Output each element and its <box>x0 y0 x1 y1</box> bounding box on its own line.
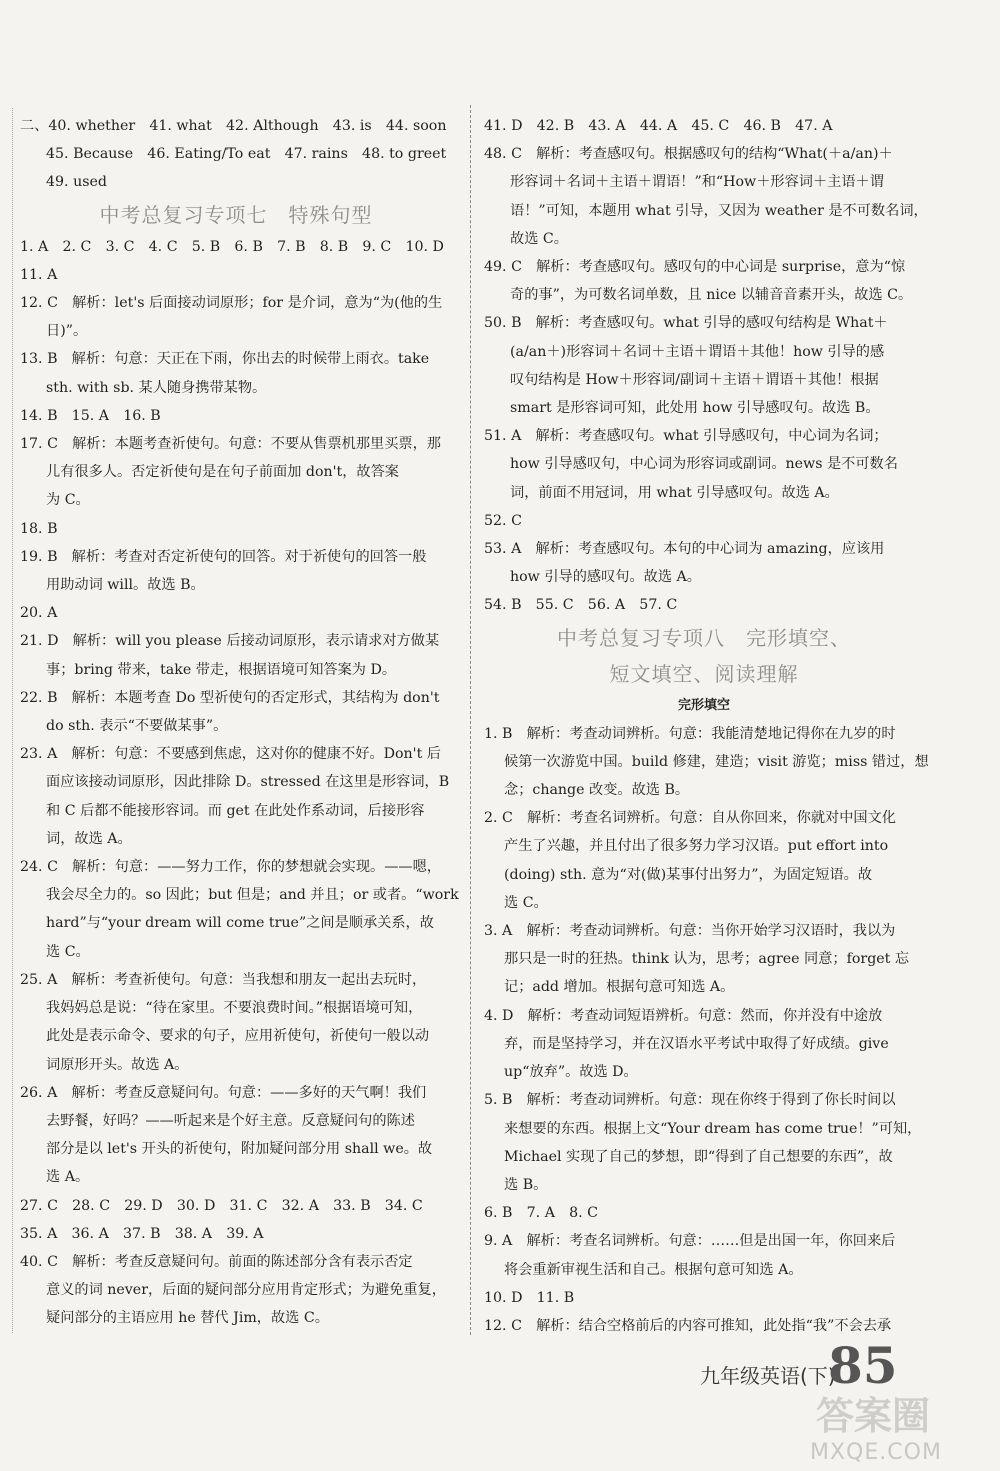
answer-line: 52. C <box>484 512 522 529</box>
answer-line: 选 C。 <box>504 894 548 911</box>
answer-line: hard”与“your dream will come true”之间是顺承关系，故 <box>46 915 434 932</box>
subsection-title: 完形填空 <box>677 697 730 713</box>
answer-line: 选 A。 <box>46 1169 90 1186</box>
answer-line: 我妈妈总是说：“待在家里。不要浪费时间。”根据语境可知， <box>46 1000 423 1017</box>
answer-line: 将会重新审视生活和自己。根据句意可知选 A。 <box>504 1261 803 1278</box>
answer-line: 故选 C。 <box>510 230 568 247</box>
answer-line: 24. C 解析：句意：——努力工作，你的梦想就会实现。——嗯， <box>20 859 441 876</box>
answer-line: 候第一次游览中国。build 修建，建造；visit 游览；miss 错过，想 <box>504 753 929 770</box>
answer-line: 51. A 解析：考查感叹句。what 引导感叹句，中心词为名词； <box>484 428 888 445</box>
answer-line: 儿有很多人。否定祈使句是在句子前面加 don't，故答案 <box>46 464 399 481</box>
answer-line: 12. C 解析：let's 后面接动词原形；for 是介词，意为“为(他的生 <box>20 295 443 312</box>
answer-line: (a/an＋)形容词＋名词＋主语＋谓语＋其他！how 引导的感 <box>510 343 885 360</box>
answer-line: 45. Because 46. Eating/To eat 47. rains 48. to greet <box>46 146 447 163</box>
answer-line: 叹句结构是 How＋形容词/副词＋主语＋谓语＋其他！根据 <box>510 371 879 388</box>
answer-line: how 引导的感叹句。故选 A。 <box>510 569 701 586</box>
answer-line: 形容词＋名词＋主语＋谓语！”和“How＋形容词＋主语＋谓 <box>510 174 884 191</box>
answer-line: 22. B 解析：本题考查 Do 型祈使句的否定形式，其结构为 don't <box>20 689 440 706</box>
answer-line: 1. B 解析：考查动词辨析。句意：我能清楚地记得你在九岁的时 <box>484 725 896 742</box>
answer-line: 选 C。 <box>46 943 90 960</box>
answer-line: 49. used <box>46 174 107 191</box>
answer-line: 21. D 解析：will you please 后接动词原形，表示请求对方做某 <box>20 633 440 650</box>
answer-line: 18. B <box>20 520 58 537</box>
answer-line: 奇的事”，为可数名词单数，且 nice 以辅音音素开头，故选 C。 <box>510 287 913 304</box>
answer-line: 词，故选 A。 <box>46 830 132 847</box>
answer-line: 记；add 增加。根据句意可知选 A。 <box>504 979 735 996</box>
answer-line: 部分是以 let's 开头的祈使句，附加疑问部分用 shall we。故 <box>46 1141 433 1158</box>
answer-line: 去野餐，好吗？——听起来是个好主意。反意疑问句的陈述 <box>46 1112 415 1129</box>
watermark <box>810 1385 985 1465</box>
answer-line: 5. B 解析：考查动词辨析。句意：现在你终于得到了你长时间以 <box>484 1092 896 1109</box>
answer-line: 41. D 42. B 43. A 44. A 45. C 46. B 47. A <box>484 118 833 134</box>
answer-line: 12. C 解析：结合空格前后的内容可推知，此处指“我”不会去承 <box>484 1317 892 1334</box>
answer-line: 此处是表示命令、要求的句子，应用祈使句，祈使句一般以动 <box>46 1028 430 1045</box>
answer-line: up“放弃”。故选 D。 <box>504 1064 638 1081</box>
answer-line: do sth. 表示“不要做某事”。 <box>46 718 228 735</box>
page-number: 85 <box>828 1336 898 1395</box>
answer-line: 和 C 后都不能接形容词。而 get 在此处作系动词，后接形容 <box>46 802 425 819</box>
answer-line: 词，前面不用冠词，用 what 引导感叹句。故选 A。 <box>510 484 839 501</box>
answer-line: 念；change 改变。故选 B。 <box>504 782 690 799</box>
section-title: 中考总复习专项八 完形填空、 <box>557 625 851 650</box>
answer-line: 25. A 解析：考查祈使句。句意：当我想和朋友一起出去玩时， <box>20 971 427 988</box>
answer-line: 13. B 解析：句意：天正在下雨，你出去的时候带上雨衣。take <box>20 351 430 368</box>
answer-line: 14. B 15. A 16. B <box>20 407 161 424</box>
answer-line: how 引导感叹句，中心词为形容词或副词。news 是不可数名 <box>510 456 898 473</box>
section-title: 中考总复习专项七 特殊句型 <box>99 202 373 227</box>
answer-line: 11. A <box>20 266 58 283</box>
book-title: 九年级英语(下) <box>700 1364 836 1388</box>
left-column <box>20 112 459 1333</box>
column-divider <box>470 105 471 1335</box>
answer-line: 23. A 解析：句意：不要感到焦虑，这对你的健康不好。Don't 后 <box>20 746 441 763</box>
answer-line: sth. with sb. 某人随身携带某物。 <box>46 379 267 396</box>
answer-line: 意义的词 never，后面的疑问部分应用肯定形式；为避免重复， <box>46 1282 446 1299</box>
answer-line: 事；bring 带来，take 带走，根据语境可知答案为 D。 <box>46 661 397 678</box>
answer-line: 为 C。 <box>46 492 90 509</box>
answer-line: 6. B 7. A 8. C <box>484 1205 599 1222</box>
left-margin-rule <box>12 108 13 1333</box>
answer-line: 35. A 36. A 37. B 38. A 39. A <box>20 1225 264 1242</box>
answer-line: 19. B 解析：考查对否定祈使句的回答。对于祈使句的回答一般 <box>20 548 427 565</box>
answer-line: 2. C 解析：考查名词辨析。句意：自从你回来，你就对中国文化 <box>484 810 896 827</box>
answer-line: 疑问部分的主语应用 he 替代 Jim，故选 C。 <box>46 1310 329 1327</box>
watermark-url: MXQE.COM <box>810 1440 942 1465</box>
answer-line: 3. A 解析：考查动词辨析。句意：当你开始学习汉语时，我以为 <box>484 923 896 940</box>
answer-line: 53. A 解析：考查感叹句。本句的中心词为 amazing，应该用 <box>484 541 885 558</box>
answer-line: 9. A 解析：考查名词辨析。句意：……但是出国一年，你回来后 <box>484 1233 896 1250</box>
answer-line: 产生了兴趣，并且付出了很多努力学习汉语。put effort into <box>504 838 889 855</box>
answer-line: 面应该接动词原形，因此排除 D。stressed 在这里是形容词，B <box>46 774 450 791</box>
answer-line: 日)”。 <box>46 323 88 340</box>
right-column <box>484 112 929 1340</box>
answer-line: 50. B 解析：考查感叹句。what 引导的感叹句结构是 What＋ <box>484 315 888 332</box>
answer-line: 词原形开头。故选 A。 <box>46 1056 189 1073</box>
answer-line: 用助动词 will。故选 B。 <box>46 577 205 594</box>
answer-line: (doing) sth. 意为“对(做)某事付出努力”，为固定短语。故 <box>504 866 873 883</box>
answer-line: Michael 实现了自己的梦想，即“得到了自己想要的东西”，故 <box>504 1148 893 1165</box>
answer-line: 48. C 解析：考查感叹句。根据感叹句的结构“What(＋a/an)＋ <box>484 146 893 163</box>
answer-line: 10. D 11. B <box>484 1289 575 1306</box>
answer-line: 17. C 解析：本题考查祈使句。句意：不要从售票机那里买票，那 <box>20 436 441 453</box>
answer-line: 49. C 解析：考查感叹句。感叹句的中心词是 surprise，意为“惊 <box>484 259 906 276</box>
answer-line: 27. C 28. C 29. D 30. D 31. C 32. A 33. B 34. C <box>20 1197 423 1214</box>
answer-line: 弃，而是坚持学习，并在汉语水平考试中取得了好成绩。give <box>504 1035 889 1052</box>
answer-line: 40. C 解析：考查反意疑问句。前面的陈述部分含有表示否定 <box>20 1253 413 1270</box>
answer-line: 我会尽全力的。so 因此；but 但是；and 并且；or 或者。“work <box>46 887 459 904</box>
answer-line: 选 B。 <box>504 1176 548 1193</box>
answer-line: 来想要的东西。根据上文“Your dream has come true！”可知， <box>504 1120 922 1137</box>
answer-line: 那只是一时的狂热。think 认为，思考；agree 同意；forget 忘 <box>504 951 910 968</box>
answer-line: 1. A 2. C 3. C 4. C 5. B 6. B 7. B 8. B 9. C 10. D <box>20 238 444 255</box>
section-title: 短文填空、阅读理解 <box>609 661 799 686</box>
answer-line: 二、40. whether 41. what 42. Although 43. is 44. soon <box>20 118 447 134</box>
answer-line: 26. A 解析：考查反意疑问句。句意：——多好的天气啊！我们 <box>20 1084 427 1101</box>
answer-line: 4. D 解析：考查动词短语辨析。句意：然而，你并没有中途放 <box>484 1007 883 1024</box>
watermark-logo: 答案圈 <box>816 1394 931 1438</box>
answer-line: smart 是形容词可知，此处用 how 引导感叹句。故选 B。 <box>510 400 880 417</box>
answer-line: 54. B 55. C 56. A 57. C <box>484 597 678 614</box>
answer-line: 语！”可知，本题用 what 引导，又因为 weather 是不可数名词， <box>510 202 928 219</box>
answer-line: 20. A <box>20 605 58 622</box>
